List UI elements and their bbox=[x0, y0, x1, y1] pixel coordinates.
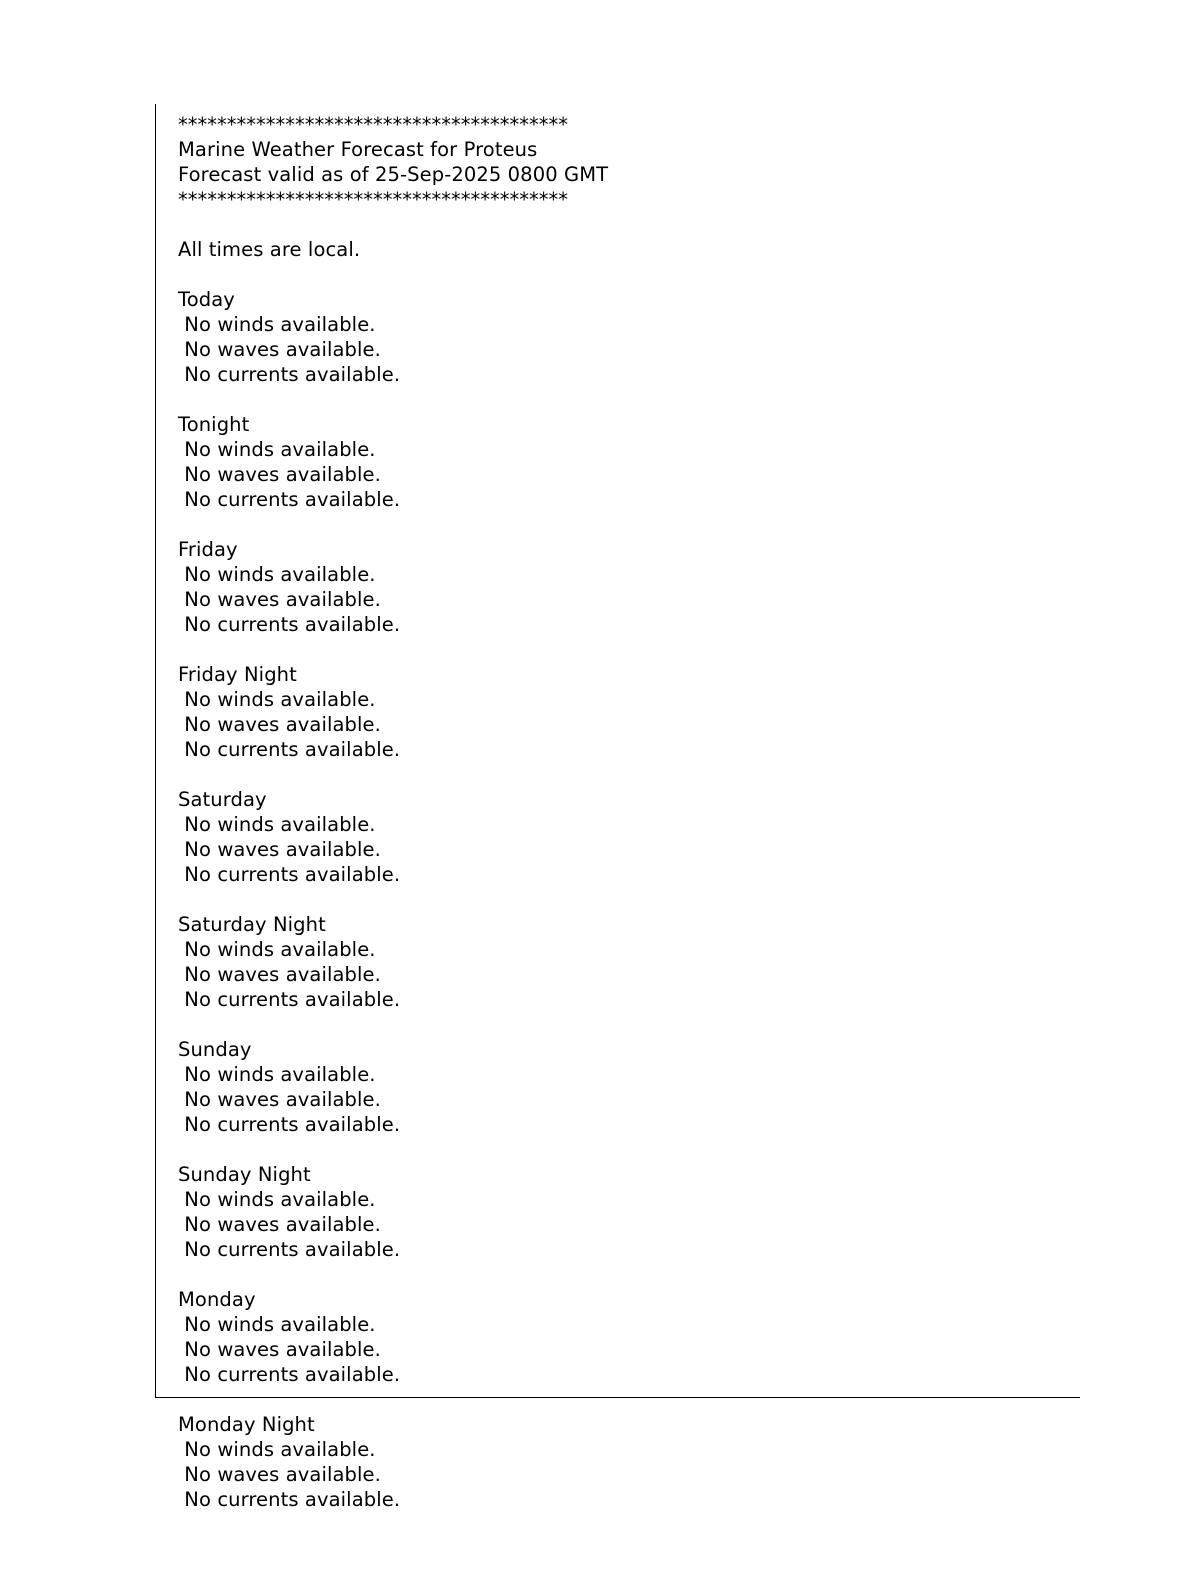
period-winds: No winds available. bbox=[178, 563, 376, 586]
period-waves: No waves available. bbox=[178, 838, 381, 861]
forecast-title: Marine Weather Forecast for Proteus bbox=[178, 138, 538, 161]
spacer bbox=[178, 637, 1078, 662]
local-times-note: All times are local. bbox=[178, 238, 361, 261]
spacer bbox=[178, 887, 1078, 912]
period-waves: No waves available. bbox=[178, 1213, 381, 1236]
forecast-period bbox=[178, 1162, 1078, 1262]
period-currents: No currents available. bbox=[178, 1363, 401, 1386]
period-waves: No waves available. bbox=[178, 1338, 381, 1361]
period-name: Saturday bbox=[178, 788, 267, 811]
period-currents: No currents available. bbox=[178, 988, 401, 1011]
period-currents: No currents available. bbox=[178, 488, 401, 511]
period-winds: No winds available. bbox=[178, 688, 376, 711]
forecast-period bbox=[178, 287, 1078, 387]
forecast-period bbox=[178, 787, 1078, 887]
period-name: Monday Night bbox=[178, 1413, 315, 1436]
period-winds: No winds available. bbox=[178, 1438, 376, 1461]
page-border-bottom bbox=[155, 1397, 1080, 1398]
spacer bbox=[178, 1137, 1078, 1162]
spacer bbox=[178, 1012, 1078, 1037]
forecast-body bbox=[178, 112, 1078, 1387]
period-currents: No currents available. bbox=[178, 1113, 401, 1136]
period-winds: No winds available. bbox=[178, 1313, 376, 1336]
spacer bbox=[178, 212, 1078, 237]
period-name: Sunday Night bbox=[178, 1163, 311, 1186]
period-currents: No currents available. bbox=[178, 1488, 401, 1511]
period-winds: No winds available. bbox=[178, 813, 376, 836]
period-name: Monday bbox=[178, 1288, 256, 1311]
spacer bbox=[178, 762, 1078, 787]
forecast-period bbox=[178, 537, 1078, 637]
period-name: Friday Night bbox=[178, 663, 297, 686]
separator-top: **************************************** bbox=[178, 113, 568, 136]
period-waves: No waves available. bbox=[178, 1463, 381, 1486]
period-currents: No currents available. bbox=[178, 863, 401, 886]
period-waves: No waves available. bbox=[178, 588, 381, 611]
spacer bbox=[178, 387, 1078, 412]
period-winds: No winds available. bbox=[178, 438, 376, 461]
forecast-period bbox=[178, 1037, 1078, 1137]
period-winds: No winds available. bbox=[178, 1063, 376, 1086]
forecast-period-overflow bbox=[178, 1412, 1078, 1512]
period-waves: No waves available. bbox=[178, 713, 381, 736]
forecast-valid-time: Forecast valid as of 25-Sep-2025 0800 GMT bbox=[178, 163, 609, 186]
period-winds: No winds available. bbox=[178, 313, 376, 336]
period-currents: No currents available. bbox=[178, 613, 401, 636]
period-name: Today bbox=[178, 288, 235, 311]
period-currents: No currents available. bbox=[178, 738, 401, 761]
period-winds: No winds available. bbox=[178, 1188, 376, 1211]
forecast-period bbox=[178, 662, 1078, 762]
period-name: Sunday bbox=[178, 1038, 252, 1061]
period-name: Saturday Night bbox=[178, 913, 326, 936]
period-name: Friday bbox=[178, 538, 238, 561]
spacer bbox=[178, 512, 1078, 537]
forecast-period bbox=[178, 1287, 1078, 1387]
separator-bottom: **************************************** bbox=[178, 188, 568, 211]
period-waves: No waves available. bbox=[178, 338, 381, 361]
forecast-period bbox=[178, 912, 1078, 1012]
forecast-period bbox=[178, 412, 1078, 512]
period-waves: No waves available. bbox=[178, 963, 381, 986]
period-name: Tonight bbox=[178, 413, 250, 436]
period-winds: No winds available. bbox=[178, 938, 376, 961]
page-border-left bbox=[155, 104, 156, 1398]
period-currents: No currents available. bbox=[178, 1238, 401, 1261]
spacer bbox=[178, 262, 1078, 287]
period-currents: No currents available. bbox=[178, 363, 401, 386]
spacer bbox=[178, 1262, 1078, 1287]
period-waves: No waves available. bbox=[178, 463, 381, 486]
period-waves: No waves available. bbox=[178, 1088, 381, 1111]
